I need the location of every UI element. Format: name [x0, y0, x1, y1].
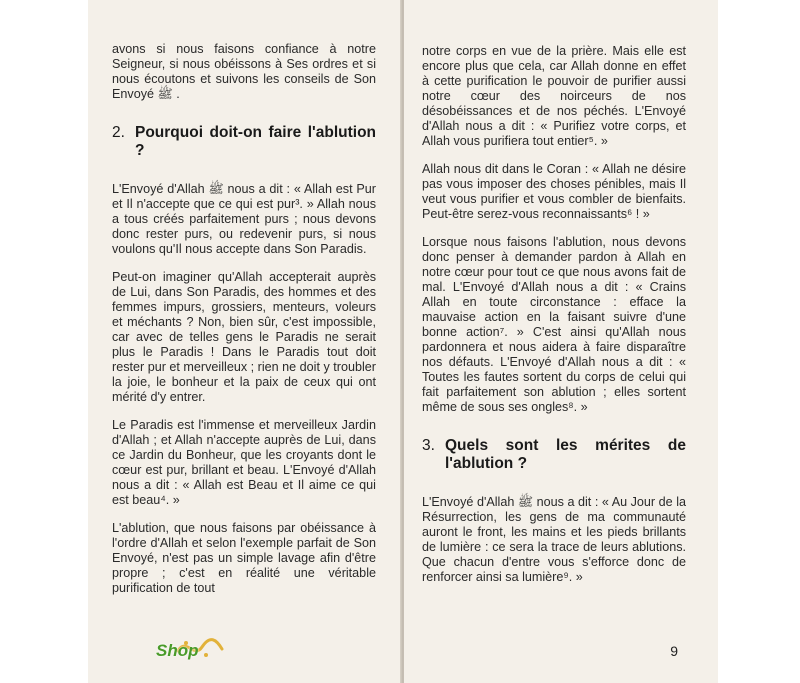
paragraph: L'ablution, que nous faisons par obéissance à l'ordre d'Allah et selon l'exemple parfait de Son Envoyé, n'est pas un simple lavage afin d'être propre ; c'est en réalité une véritable purification de tout — [112, 521, 376, 595]
paragraph: Allah nous dit dans le Coran : « Allah ne désire pas vous imposer des choses pénibles, mais Il veut vous purifier et vous combler de bienfaits. Peut-être serez-vous reconnaissants⁶ ! » — [422, 162, 686, 221]
paragraph: L'Envoyé d'Allah ﷺ nous a dit : « Au Jour de la Résurrection, les gens de ma communauté auront le front, les mains et les pieds brillants de lumière : ce sera la trace de leurs ablutions. Que chacun d'entre vous s'efforce donc de renforcer ainsi sa lumière⁹. » — [422, 495, 686, 584]
section-2-heading — [112, 124, 376, 160]
paragraph: Peut-on imaginer qu'Allah accepterait auprès de Lui, dans Son Paradis, des hommes et des femmes impurs, grossiers, menteurs, voleurs et méchants ? Non, bien sûr, c'est impossible, car avec de telles gens le Paradis ne serait plus le Paradis ! Dans le Paradis tout doit rester pur et merveilleux ; rien ne doit y troubler la joie, le bonheur et la paix de ceux qui ont mérité d'y entrer. — [112, 270, 376, 404]
section-number: 3. — [422, 437, 435, 454]
paragraph: Lorsque nous faisons l'ablution, nous devons donc penser à demander pardon à Allah en notre cœur pour tout ce que nous avons fait de mal. L'Envoyé d'Allah nous a dit : « Crains Allah en toute circonstance : efface la mauvaise action en la faisant suivre d'une bonne action⁷. » C'est ainsi qu'Allah nous pardonnera et nous aidera à faire disparaître nos défauts. L'Envoyé d'Allah nous a dit : « Toutes les fautes sortent du corps de celui qui fait parfaitement son ablution ; elles sortent même de sous ses ongles⁸. » — [422, 235, 686, 414]
section-3-heading — [422, 437, 686, 473]
left-page — [88, 0, 402, 683]
section-title: Quels sont les mérites de l'ablution ? — [445, 437, 686, 472]
left-column — [112, 42, 376, 609]
section-number: 2. — [112, 124, 125, 141]
paragraph: Le Paradis est l'immense et merveilleux Jardin d'Allah ; et Allah n'accepte auprès de Lui, dans ce Jardin du Bonheur, que les croyants dont le cœur est pur, brillant et beau. L'Envoyé d'Allah nous a dit : « Allah est Beau et Il aime ce qui est beau⁴. » — [112, 418, 376, 507]
intro-paragraph: avons si nous faisons confiance à notre Seigneur, si nous obéissons à Ses ordres et si nous écoutons et suivons les conseils de Son Envoyé ﷺ . — [112, 42, 376, 101]
paragraph: L'Envoyé d'Allah ﷺ nous a dit : « Allah est Pur et Il n'accepte que ce qui est pur³. » Allah nous a tous créés parfaitement purs ; nous devons donc rester purs, ou redevenir purs, si nous voulons qu'Il nous accepte dans Son Paradis. — [112, 182, 376, 256]
right-column — [422, 44, 686, 598]
shop-logo-text — [156, 641, 199, 661]
shop-label: Shop — [156, 641, 199, 660]
paragraph: notre corps en vue de la prière. Mais elle est encore plus que cela, car Allah donne en effet à cette purification le pouvoir de purifier aussi notre cœur des noirceurs de nos désobéissances et de nos péchés. L'Envoyé d'Allah nous a dit : « Purifiez votre corps, et Allah vous purifiera tout entier⁵. » — [422, 44, 686, 148]
section-title: Pourquoi doit-on faire l'ablution ? — [135, 124, 376, 159]
right-page — [404, 0, 718, 683]
page-number: 9 — [670, 643, 678, 659]
